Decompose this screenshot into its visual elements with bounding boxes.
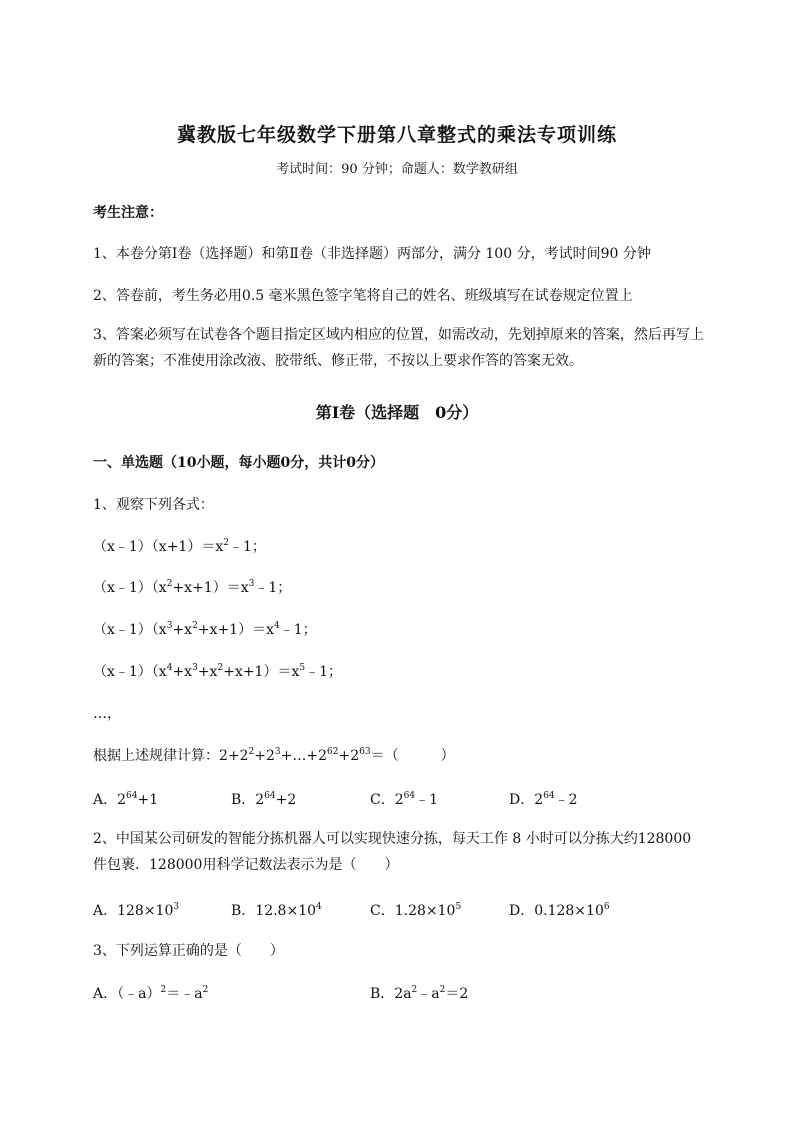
question-3-stem: 3、下列运算正确的是（ ） [93,943,284,959]
question-1-stem: 1、观察下列各式： [93,497,214,513]
q1-equation-4: $(x﹣1)(x^4+x^3+x^2+x+1)=x^5﹣1$； [93,663,343,680]
exam-title: 冀教版七年级数学下册第八章整式的乘法专项训练 [176,124,617,146]
notice-heading: 考生注意： [93,205,163,221]
part-heading: 一、单选题（10小题，每小题0分，共计0分） [93,455,384,471]
section-title: 第Ⅰ卷（选择题 0分） [315,403,479,422]
notice-item-2: 2、答卷前，考生务必用0.5 毫米黑色签字笔将自己的姓名、班级填写在试卷规定位置上 [93,288,633,304]
q3-option-b[interactable]: B．$2a^2﹣a^2=2$ [370,985,469,1002]
q1-equation-1: $(x﹣1)(x+1)=x^2﹣1$； [93,538,266,555]
notice-item-1: 1、本卷分第Ⅰ卷（选择题）和第Ⅱ卷（非选择题）两部分，满分 100 分，考试时间90 分钟 [93,246,651,262]
q2-option-b[interactable]: B．$12.8\times 10^4$ [231,902,322,919]
question-2-stem: 2、中国某公司研发的智能分拣机器人可以实现快速分拣，每天工作 8 小时可以分拣大约128000件包裹．128000用科学记数法表示为是（ ） [93,831,692,873]
q2-option-c[interactable]: C．$1.28\times 10^5$ [370,902,462,919]
exam-subtitle: 考试时间：90 分钟；命题人：数学教研组 [276,162,518,177]
q1-question: 根据上述规律计算：$2+2^2+2^3+\dots+2^{62}+2^{63}=$（ ） [93,747,455,764]
q2-option-a[interactable]: A．$128\times 10^3$ [93,902,180,919]
notice-item-3: 3、答案必须写在试卷各个题目指定区域内相应的位置，如需改动，先划掉原来的答案，然后再写上新的答案；不准使用涂改液、胶带纸、修正带，不按以上要求作答的答案无效。 [93,327,704,369]
q1-equation-3: $(x﹣1)(x^3+x^2+x+1)=x^4﹣1$； [93,621,317,638]
q1-option-d[interactable]: D．$2^{64}﹣2$ [509,791,578,808]
q1-option-c[interactable]: C．$2^{64}﹣1$ [370,791,438,808]
q1-ellipsis: …， [93,706,121,722]
q1-option-a[interactable]: A．$2^{64}+1$ [93,791,159,808]
q1-option-b[interactable]: B．$2^{64}+2$ [231,791,297,808]
q2-option-d[interactable]: D．$0.128\times 10^6$ [509,902,610,919]
q3-option-a[interactable]: A．$(﹣a)^2=﹣a^2$ [93,985,209,1002]
q1-equation-2: $(x﹣1)(x^2+x+1)=x^3﹣1$； [93,579,292,596]
